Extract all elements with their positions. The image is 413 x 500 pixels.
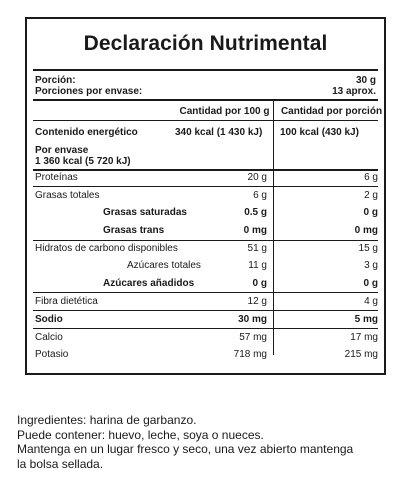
row-per-portion: 17 mg <box>350 332 378 343</box>
divider <box>33 310 378 311</box>
divider <box>33 169 378 171</box>
energy-per-pack-value: 1 360 kcal (5 720 kJ) <box>35 156 131 167</box>
row-per-portion: 2 g <box>364 190 378 201</box>
energy-per-pack-label: Por envase <box>35 145 89 156</box>
row-per-portion: 0 mg <box>354 225 378 236</box>
row-per-portion: 215 mg <box>344 349 378 360</box>
row-per100: 0 g <box>252 278 267 289</box>
row-per-portion: 0 g <box>363 207 378 218</box>
column-divider <box>273 99 274 355</box>
energy-per100: 340 kcal (1 430 kJ) <box>175 127 263 138</box>
per-pack-value: 13 aprox. <box>332 86 376 97</box>
row-per100: 6 g <box>253 190 267 201</box>
row-per100: 0.5 g <box>244 207 267 218</box>
row-per100: 30 mg <box>238 314 267 325</box>
per-pack-label: Porciones por envase: <box>35 86 143 97</box>
header-per-portion: Cantidad por porción <box>280 106 383 117</box>
storage-line-continued: la bolsa sellada. <box>17 456 104 471</box>
energy-label: Contenido energético <box>35 127 138 138</box>
row-per100: 51 g <box>247 243 267 254</box>
divider <box>33 292 378 293</box>
row-label-fibra: Fibra dietética <box>35 296 98 307</box>
divider <box>33 186 378 187</box>
row-label-calcio: Calcio <box>35 332 63 343</box>
row-per-portion: 3 g <box>364 260 378 271</box>
row-label-sodio: Sodio <box>35 314 63 325</box>
row-per-portion: 5 mg <box>354 314 378 325</box>
portion-label: Porción: <box>35 75 76 86</box>
divider <box>33 69 378 71</box>
row-label-potasio: Potasio <box>35 349 69 360</box>
portion-value: 30 g <box>355 75 376 86</box>
ingredients-block <box>17 413 397 471</box>
panel-title: Declaración Nutrimental <box>83 32 328 55</box>
divider <box>33 99 378 101</box>
row-per-portion: 15 g <box>358 243 378 254</box>
row-label-proteinas: Proteínas <box>35 172 78 183</box>
storage-line: Mantenga en un lugar fresco y seco, una vez abierto mantenga <box>17 442 354 456</box>
row-label-azucares-anadidos: Azúcares añadidos <box>103 278 195 289</box>
row-per100: 718 mg <box>233 349 267 360</box>
ingredients-line: Ingredientes: harina de garbanzo. <box>17 413 197 427</box>
row-per-portion: 0 g <box>363 278 378 289</box>
divider <box>33 240 378 241</box>
divider <box>33 328 378 329</box>
divider <box>33 120 378 121</box>
row-label-hidratos: Hidratos de carbono disponibles <box>35 243 178 254</box>
row-label-grasas-totales: Grasas totales <box>35 190 100 201</box>
energy-per-portion: 100 kcal (430 kJ) <box>280 127 359 138</box>
row-per100: 20 g <box>247 172 267 183</box>
row-per100: 11 g <box>248 260 267 271</box>
nutrition-facts-panel <box>25 17 386 375</box>
row-per-portion: 4 g <box>364 296 378 307</box>
row-label-grasas-trans: Grasas trans <box>103 225 165 236</box>
header-per100: Cantidad por 100 g <box>179 106 270 117</box>
row-per100: 57 mg <box>239 332 267 343</box>
row-per100: 12 g <box>247 296 267 307</box>
row-label-azucares-totales: Azúcares totales <box>127 260 201 271</box>
row-per-portion: 6 g <box>364 172 378 183</box>
row-label-grasas-saturadas: Grasas saturadas <box>103 207 187 218</box>
allergens-line: Puede contener: huevo, leche, soya o nueces. <box>17 427 264 442</box>
row-per100: 0 mg <box>243 225 267 236</box>
